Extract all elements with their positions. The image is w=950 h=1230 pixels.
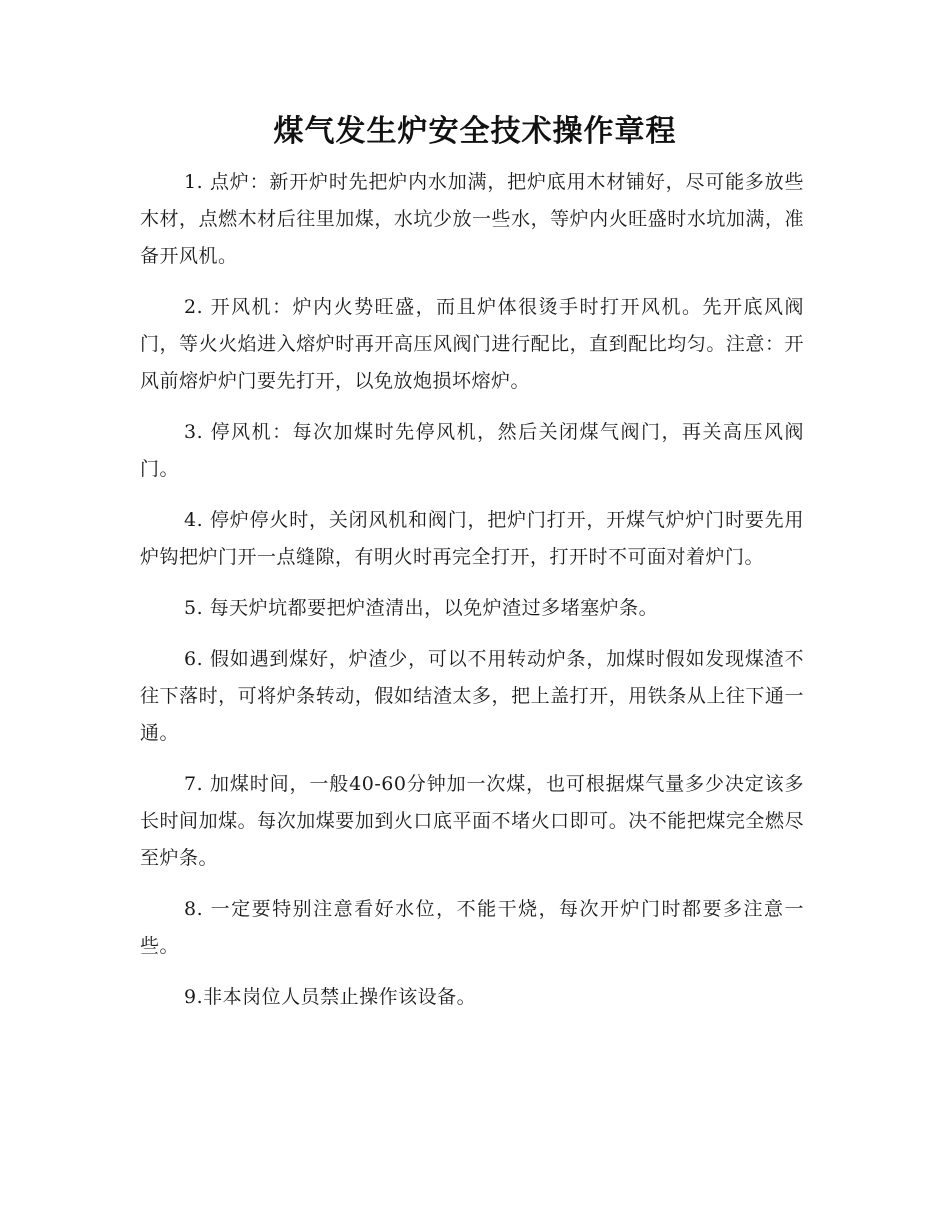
paragraph-7: 7. 加煤时间，一般40-60分钟加一次煤，也可根据煤气量多少决定该多长时间加煤。每次加煤要加到火口底平面不堵火口即可。决不能把煤完全燃尽至炉条。 — [140, 773, 804, 869]
paragraph-3: 3. 停风机：每次加煤时先停风机，然后关闭煤气阀门，再关高压风阀门。 — [140, 421, 804, 480]
document-body — [140, 164, 804, 1030]
paragraph-8: 8. 一定要特别注意看好水位，不能干烧，每次开炉门时都要多注意一些。 — [140, 898, 804, 957]
document-title: 煤气发生炉安全技术操作章程 — [273, 114, 677, 149]
paragraph-5: 5. 每天炉坑都要把炉渣清出，以免炉渣过多堵塞炉条。 — [184, 597, 659, 619]
paragraph-9: 9.非本岗位人员禁止操作该设备。 — [184, 986, 477, 1008]
paragraph-6: 6. 假如遇到煤好，炉渣少，可以不用转动炉条，加煤时假如发现煤渣不往下落时，可将炉条转动，假如结渣太多，把上盖打开，用铁条从上往下通一通。 — [140, 648, 804, 744]
paragraph-1: 1. 点炉：新开炉时先把炉内水加满，把炉底用木材铺好，尽可能多放些木材，点燃木材后往里加煤，水坑少放一些水，等炉内火旺盛时水坑加满，准备开风机。 — [140, 171, 804, 267]
paragraph-4: 4. 停炉停火时，关闭风机和阀门，把炉门打开，开煤气炉炉门时要先用炉钩把炉门开一点缝隙，有明火时再完全打开，打开时不可面对着炉门。 — [140, 509, 804, 568]
paragraph-2: 2. 开风机：炉内火势旺盛，而且炉体很烫手时打开风机。先开底风阀门，等火火焰进入熔炉时再开高压风阀门进行配比，直到配比均匀。注意：开风前熔炉炉门要先打开，以免放炮损坏熔炉。 — [140, 296, 804, 392]
